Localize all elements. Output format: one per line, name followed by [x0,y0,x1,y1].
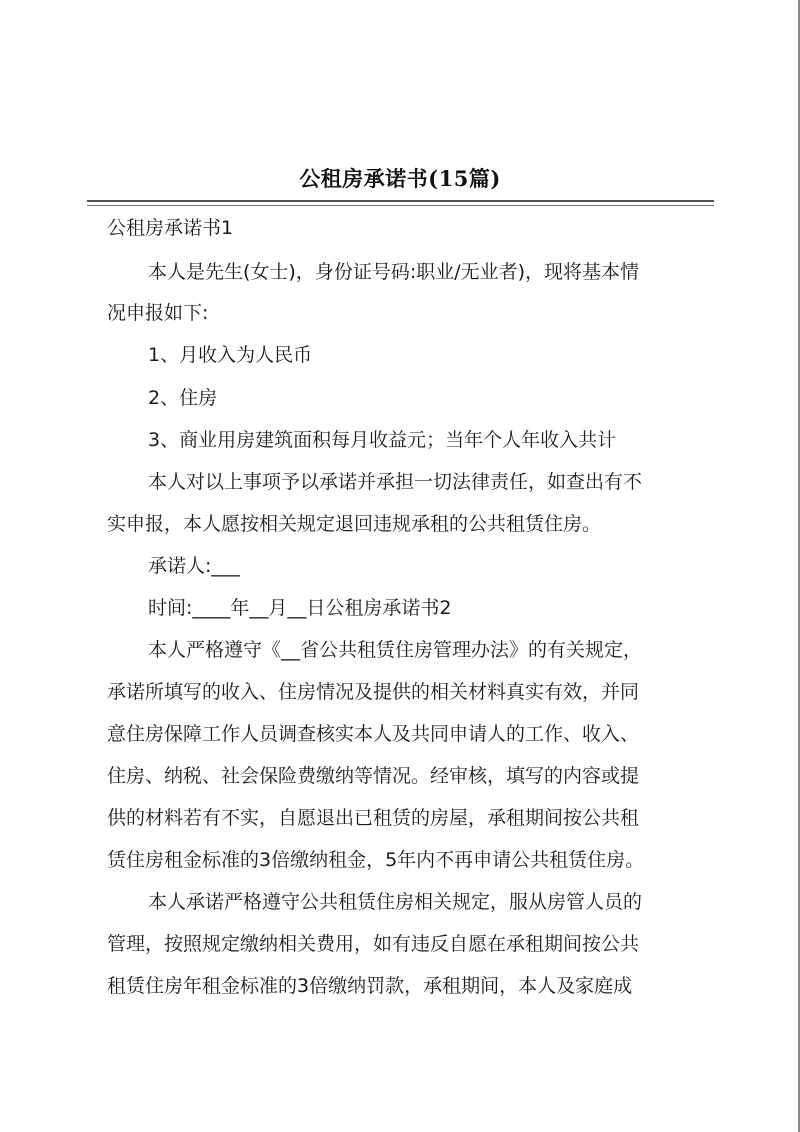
paragraph-line: 意住房保障工作人员调查核实本人及共同申请人的工作、收入、 [107,723,640,745]
paragraph-line: 住房、纳税、社会保险费缴纳等情况。经审核，填写的内容或提 [107,765,640,787]
document-title: 公租房承诺书(15篇) [299,166,501,191]
paragraph-line: 承诺所填写的收入、住房情况及提供的相关材料真实有效，并同 [107,681,640,703]
paragraph-line: 租赁住房年租金标准的3倍缴纳罚款，承租期间，本人及家庭成 [107,975,633,997]
paragraph-line: 本人对以上事项予以承诺并承担一切法律责任，如查出有不 [148,471,643,493]
list-item: 1、月收入为人民币 [148,344,313,366]
title-rule-thin [87,205,714,206]
signature-line: 承诺人:___ [148,555,240,577]
paragraph-line: 赁住房租金标准的3倍缴纳租金，5年内不再申请公共租赁住房。 [107,849,645,871]
paragraph-line: 实申报，本人愿按相关规定退回违规承租的公共租赁住房。 [107,513,602,535]
paragraph-line: 供的材料若有不实，自愿退出已租赁的房屋，承租期间按公共租 [107,807,640,829]
list-item: 3、商业用房建筑面积每月收益元；当年个人年收入共计 [148,429,617,451]
section-heading-1: 公租房承诺书1 [107,217,234,239]
date-line: 时间:____年__月__日公租房承诺书2 [148,597,452,619]
paragraph-line: 本人承诺严格遵守公共租赁住房相关规定，服从房管人员的 [148,891,643,913]
title-rule-thick [87,200,714,202]
list-item: 2、住房 [148,387,218,409]
paragraph-line: 本人严格遵守《__省公共租赁住房管理办法》的有关规定， [148,639,643,661]
paragraph-line: 本人是先生(女士)，身份证号码:职业/无业者)，现将基本情 [148,261,640,283]
paragraph-line: 管理，按照规定缴纳相关费用，如有违反自愿在承租期间按公共 [107,933,640,955]
paragraph-line: 况申报如下: [107,302,209,324]
